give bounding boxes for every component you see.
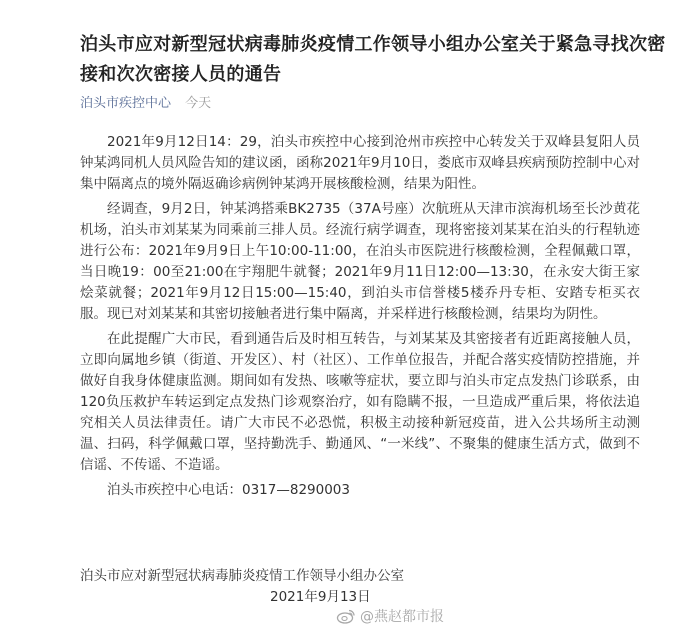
weibo-logo-icon [336,608,356,624]
publish-time: 今天 [185,96,212,111]
signature-block [80,566,640,608]
paragraph-contact-phone: 泊头市疾控中心电话：0317—8290003 [107,482,350,498]
paragraph-announcement: 2021年9月12日14：29，泊头市疾控中心接到沧州市疾控中心转发关于双峰县复阳人员钟某鸿同机人员风险告知的建议函，函称2021年9月10日，娄底市双峰县疾病预防控制中心对集中隔离点的境外隔返确诊病例钟某鸿开展核酸检测，结果为阳性。 [80,134,640,192]
watermark [336,606,444,626]
paragraph-reminder: 在此提醒广大市民，看到通告后及时相互转告，与刘某某及其密接者有近距离接触人员，立即向属地乡镇（街道、开发区）、村（社区）、工作单位报告，并配合落实疫情防控措施，并做好自我身体健康监测。期间如有发热、咳嗽等症状，要立即与泊头市定点发热门诊联系，由120负压救护车转运到定点发热门诊观察治疗，如有隐瞒不报，一旦造成严重后果，将依法追究相关人员法律责任。请广大市民不必恐慌，积极主动接种新冠疫苗，进入公共场所主动测温、扫码，科学佩戴口罩，坚持勤洗手、勤通风、“一米线”、不聚集的健康生活方式，做到不信谣、不传谣、不造谣。 [80,331,640,473]
article-title: 泊头市应对新型冠状病毒肺炎疫情工作领导小组办公室关于紧急寻找次密接和次次密接人员的通告 [80,34,666,85]
article-meta [80,94,211,114]
signature-office: 泊头市应对新型冠状病毒肺炎疫情工作领导小组办公室 [80,568,404,584]
article-body [80,132,640,501]
watermark-text: @燕赵都市报 [360,609,444,625]
account-name-link[interactable]: 泊头市疾控中心 [80,96,172,111]
paragraph-investigation: 经调查，9月2日，钟某鸿搭乘BK2735（37A号座）次航班从天津市滨海机场至长沙黄花机场，泊头市刘某某为同乘前三排人员。经流行病学调查，现将密接刘某某在泊头的行程轨迹进行公布：2021年9月9日上午10:00-11:00，在泊头市医院进行核酸检测，全程佩戴口罩，当日晚19：00至21:00在宇翔肥牛就餐；2021年9月11日12:00—13:30，在永安大街王家烩菜就餐；2021年9月12日15:00—15:40，到泊头市信誉楼5楼乔丹专柜、安踏专柜买衣服。现已对刘某某和其密切接触者进行集中隔离，并采样进行核酸检测，结果均为阴性。 [80,201,640,322]
signature-date: 2021年9月13日 [270,589,371,605]
